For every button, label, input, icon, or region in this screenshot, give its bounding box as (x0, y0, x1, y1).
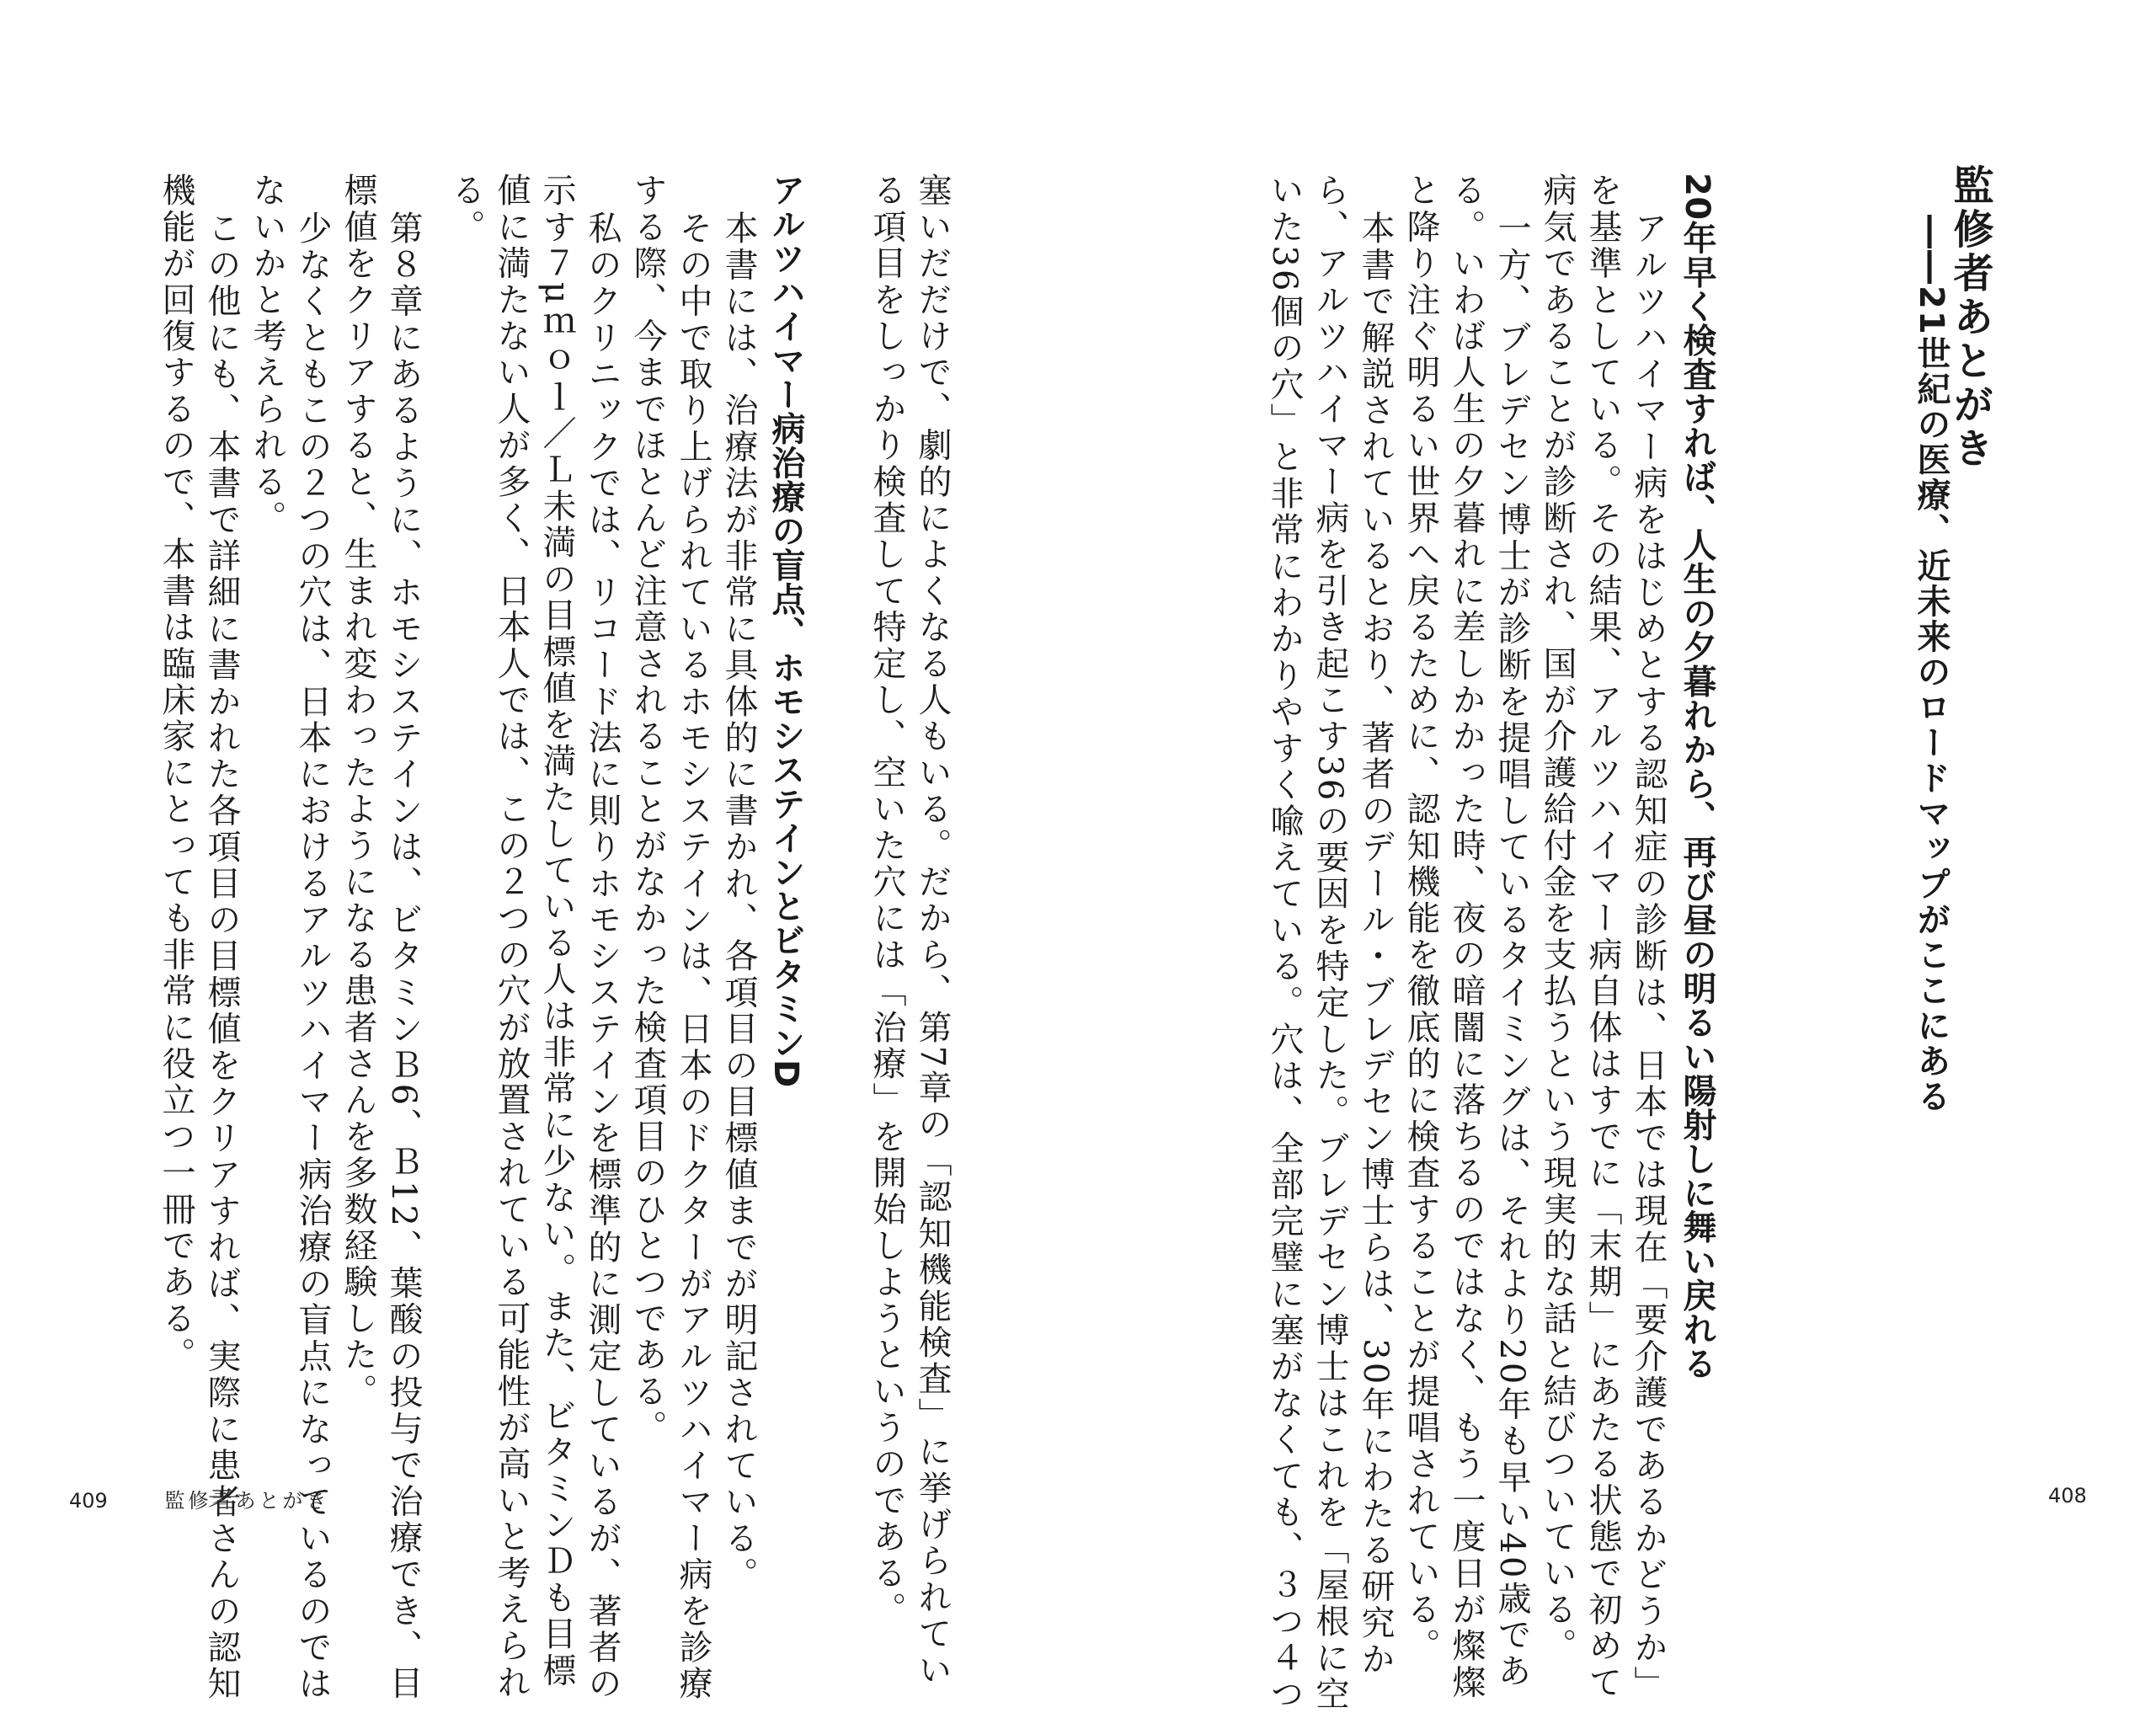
body-column: 本書で解説されているとおり、著者のデール・ブレデセン博士らは、30年にわたる研究か (1356, 211, 1395, 1678)
body-column: その中で取り上げられているホモシステインは、日本のドクターがアルツハイマー病を診療 (674, 211, 712, 1703)
body-column: 少なくともこの２つの穴は、日本におけるアルツハイマー病治療の盲点になっているのでは (293, 211, 332, 1703)
body-column: 本書には、治療法が非常に具体的に書かれ、各項目の目標値までが明記されている。 (719, 211, 758, 1593)
body-column: 塞いだだけで、劇的によくなる人もいる。だから、第7章の「認知機能検査」に挙げられてい (913, 173, 952, 1689)
body-column: ら、アルツハイマー病を引き起こす36の要因を特定した。ブレデセン博士はこれを「屋根に空 (1310, 173, 1349, 1713)
body-column: 第８章にあるように、ホモシステインは、ビタミンＢ6、Ｂ12、葉酸の投与で治療でき、目 (384, 211, 423, 1702)
body-column: る。 (446, 173, 485, 246)
body-column: 私のクリニックでは、リコード法に則りホモシステインを標準的に測定しているが、著者の (583, 211, 622, 1703)
body-column: る項目をしっかり検査して特定し、空いた穴には「治療」を開始しようというのである。 (867, 173, 906, 1628)
page-footer-left (69, 1484, 329, 1513)
section-heading: アルツハイマー病治療の盲点、ホモシステインとビタミンD (766, 173, 805, 1088)
body-column: する際、今までほとんど注意されることがなかった検査項目のひとつである。 (628, 173, 667, 1446)
chapter-subtitle: ――21世紀の医療、近未来のロードマップがここにある (1912, 215, 1951, 1114)
body-column: 示す７μｍｏｌ／Ｌ未満の目標値を満たしている人は非常に少ない。また、ビタミンＤも目標 (537, 173, 576, 1689)
body-column: 機能が回復するので、本書は臨床家にとっても非常に役立つ一冊である。 (157, 173, 195, 1374)
body-column: ないかと考えられる。 (248, 173, 286, 536)
body-column: を基準としている。その結果、アルツハイマー病自体はすでに「末期」にあたる状態で初めて (1583, 173, 1622, 1701)
body-column: 一方、ブレデセン博士が診断を提唱しているタイミングは、それより20年も早い40歳であ (1492, 211, 1531, 1690)
section-heading: 20年早く検査すれば、人生の夕暮れから、再び昼の明るい陽射しに舞い戻れる (1678, 173, 1716, 1380)
page-number: 409 (69, 1489, 108, 1513)
body-column: 標値をクリアすると、生まれ変わったようになる患者さんを多数経験した。 (339, 173, 377, 1410)
page-footer-right (2048, 1484, 2137, 1508)
body-column: 値に満たない人が多く、日本人では、この２つの穴が放置されている可能性が高いと考えられ (492, 173, 531, 1701)
body-column: 病気であることが診断され、国が介護給付金を支払うという現実的な話と結びついている。 (1538, 173, 1577, 1665)
page-number: 408 (2048, 1484, 2087, 1508)
body-column: アルツハイマー病をはじめとする認知症の診断は、日本では現在「要介護であるかどうか」 (1629, 211, 1668, 1703)
body-column: と降り注ぐ明るい世界へ戻るために、認知機能を徹底的に検査することが提唱されている。 (1401, 173, 1440, 1665)
body-column: いた36個の穴」と非常にわかりやすく喩えている。穴は、全部完璧に塞がなくても、３つ４つ (1265, 173, 1304, 1713)
body-column: る。いわば人生の夕暮れに差しかかった時、夜の暗闇に落ちるのではなく、もう一度日が燦燦 (1447, 173, 1486, 1701)
body-column: この他にも、本書で詳細に書かれた各項目の目標値をクリアすれば、実際に患者さんの認知 (202, 211, 241, 1703)
running-head: 監修者あとがき (164, 1489, 330, 1513)
chapter-title: 監修者あとがき (1946, 164, 1993, 471)
